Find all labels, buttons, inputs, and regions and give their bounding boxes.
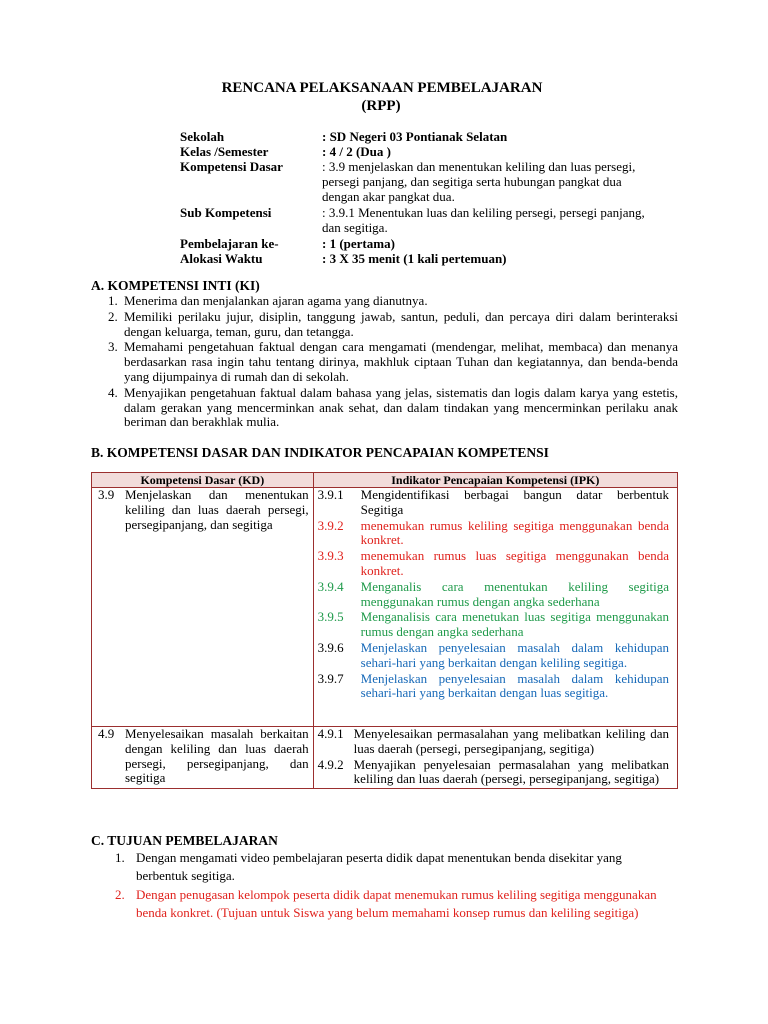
identity-label: Sub Kompetensi [180, 205, 272, 220]
identity-value: : 3.9 menjelaskan dan menentukan keliling dan luas persegi, persegi panjang, dan segitiga serta hubungan pangkat dua dengan akar pangkat dua. [322, 159, 636, 204]
kd-ipk-table [91, 472, 678, 789]
document-title: RENCANA PELAKSANAAN PEMBELAJARAN [221, 80, 543, 96]
ipk-item: 3.9.4 Menganalis cara menentukan keliling segitiga menggunakan rumus dengan angka sederhana [317, 578, 669, 609]
column-header-kd: Kompetensi Dasar (KD) [92, 473, 314, 488]
ipk-item: 3.9.6 Menjelaskan penyelesaian masalah dalam kehidupan sehari-hari yang berkaitan dengan keliling segitiga. [317, 639, 669, 670]
tujuan-list [115, 849, 675, 923]
list-item: 4. Menyajikan pengetahuan faktual dalam bahasa yang jelas, sistematis dan logis dalam karya yang estetis, dalam gerakan yang mencerminkan anak sehat, dan dalam tindakan yang mencerminkan perilaku anak beriman dan berakhlak mulia. [108, 384, 678, 430]
list-item: 2. Memiliki perilaku jujur, disiplin, tanggung jawab, santun, peduli, dan percaya diri dalam berinteraksi dengan keluarga, teman, guru, dan tetangga. [108, 308, 678, 339]
list-item: 2. Dengan penugasan kelompok peserta didik dapat menemukan rumus keliling segitiga menggunakan benda konkret. (Tujuan untuk Siswa yang belum memahami konsep rumus dan keliling segitiga) [115, 887, 657, 920]
ipk-item: 3.9.7 Menjelaskan penyelesaian masalah dalam kehidupan sehari-hari yang berkaitan dengan luas segitiga. [317, 670, 669, 701]
ipk-item: 3.9.2 menemukan rumus keliling segitiga menggunakan benda konkret. [317, 517, 669, 548]
kd-cell: 4.9 Menyelesaikan masalah berkaitan dengan keliling dan luas daerah persegi, persegipanjang, dan segitiga [92, 727, 314, 789]
ipk-item: 3.9.1 Mengidentifikasi berbagai bangun datar berbentuk Segitiga [317, 487, 669, 517]
section-b-heading: B. KOMPETENSI DASAR DAN INDIKATOR PENCAPAIAN KOMPETENSI [91, 445, 549, 460]
identity-label: Kompetensi Dasar [180, 159, 283, 174]
identity-label: Kelas /Semester [180, 144, 269, 159]
kd-cell: 3.9 Menjelaskan dan menentukan keliling dan luas daerah persegi, persegipanjang, dan segitiga [92, 488, 314, 727]
identity-label: Pembelajaran ke- [180, 236, 279, 251]
list-item: 1. Dengan mengamati video pembelajaran peserta didik dapat menentukan benda disekitar yang berbentuk segitiga. [115, 850, 622, 883]
ipk-cell [313, 488, 677, 727]
identity-value: : SD Negeri 03 Pontianak Selatan [322, 129, 508, 144]
document-subtitle: (RPP) [361, 98, 401, 114]
section-c-heading: C. TUJUAN PEMBELAJARAN [91, 833, 278, 848]
list-item: 1. Menerima dan menjalankan ajaran agama yang dianutnya. [108, 293, 428, 308]
identity-value: : 4 / 2 (Dua ) [322, 144, 391, 159]
table-row [92, 727, 678, 789]
list-item: 3. Memahami pengetahuan faktual dengan cara mengamati (mendengar, melihat, membaca) dan menanya berdasarkan rasa ingin tahu tentang dirinya, makhluk ciptaan Tuhan dan kegiatannya, dan benda-benda yang dijumpainya di rumah dan di sekolah. [108, 339, 678, 384]
identity-label: Sekolah [180, 129, 225, 144]
ipk-cell [313, 727, 677, 789]
ipk-item: 4.9.1 Menyelesaikan permasalahan yang melibatkan keliling dan luas daerah (persegi, persegipanjang, segitiga) [317, 726, 669, 756]
kompetensi-inti-list [108, 294, 678, 431]
identity-label: Alokasi Waktu [180, 251, 263, 266]
ipk-item: 3.9.3 menemukan rumus luas segitiga menggunakan benda konkret. [317, 548, 669, 578]
column-header-ipk: Indikator Pencapaian Kompetensi (IPK) [313, 473, 677, 488]
identity-value: : 3 X 35 menit (1 kali pertemuan) [322, 251, 507, 266]
section-a-heading: A. KOMPETENSI INTI (KI) [91, 278, 260, 293]
ipk-item: 4.9.2 Menyajikan penyelesaian permasalahan yang melibatkan keliling dan luas daerah (persegi, persegipanjang, segitiga) [317, 756, 669, 787]
identity-value: : 1 (pertama) [322, 236, 395, 251]
identity-value: : 3.9.1 Menentukan luas dan keliling persegi, persegi panjang, dan segitiga. [322, 205, 645, 235]
ipk-item: 3.9.5 Menganalisis cara menetukan luas segitiga menggunakan rumus dengan angka sederhana [317, 609, 669, 640]
table-header-row [92, 473, 678, 488]
table-row [92, 488, 678, 727]
